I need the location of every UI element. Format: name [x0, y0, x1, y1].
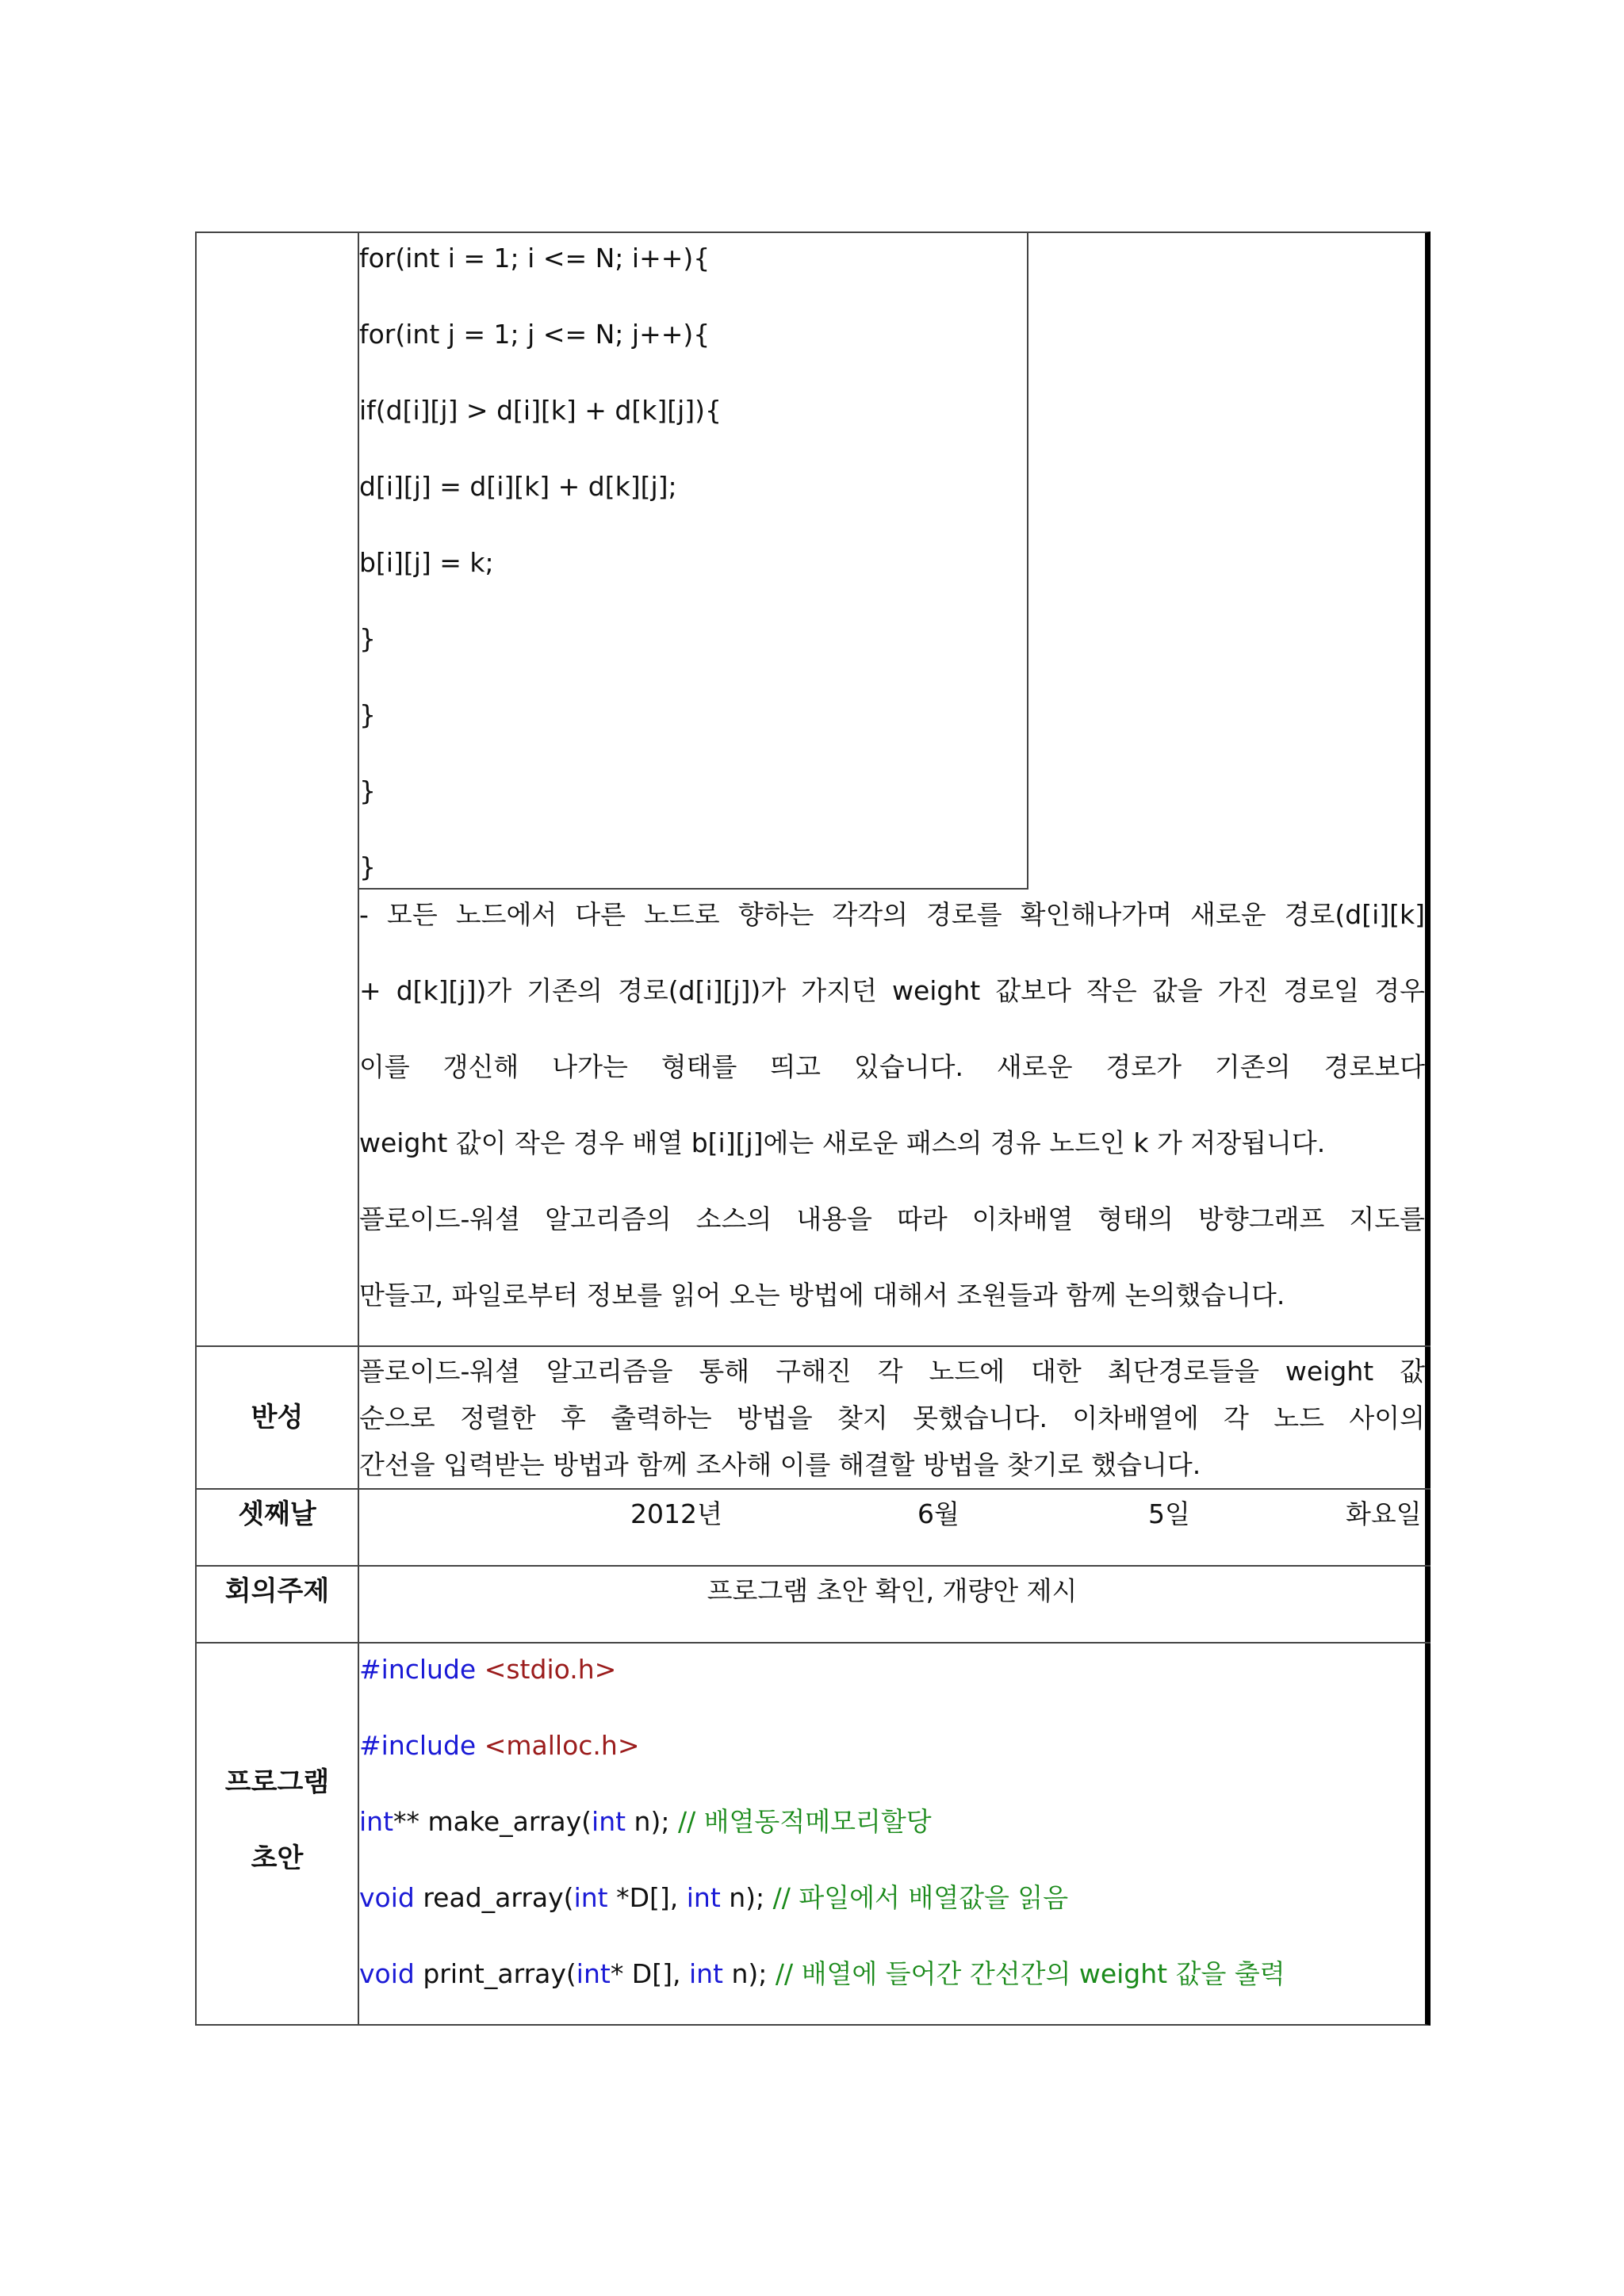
explanation-line: 이를 갱신해 나가는 형태를 띄고 있습니다. 새로운 경로가 기존의 경로보다	[359, 1051, 1425, 1082]
header-name: <stdio.h>	[484, 1654, 617, 1685]
preprocessor-directive: #include	[359, 1730, 477, 1761]
program-draft-label-line2: 초안	[251, 1843, 304, 1874]
code-line: }	[359, 623, 376, 654]
preprocessor-directive: #include	[359, 1654, 477, 1685]
code-line: for(int i = 1; i <= N; i++){	[359, 243, 710, 274]
keyword-type: int	[573, 1882, 608, 1913]
date-year: 2012년	[630, 1498, 722, 1529]
explanation-line: weight 값이 작은 경우 배열 b[i][j]에는 새로운 패스의 경유 노드인 k 가 저장됩니다.	[359, 1127, 1326, 1158]
keyword-type: void	[359, 1882, 415, 1913]
third-day-label: 셋째날	[238, 1498, 316, 1530]
reflection-line: 플로이드-워셜 알고리즘을 통해 구해진 각 노드에 대한 최단경로들을 weight 값	[359, 1356, 1425, 1387]
program-line-make-array	[359, 1806, 932, 1838]
code-line: }	[359, 775, 376, 806]
code-text: * D[],	[610, 1958, 689, 1989]
program-line-include-stdio	[359, 1654, 616, 1686]
explanation-line: + d[k][j])가 기존의 경로(d[i][j])가 가지던 weight 값보다 작은 값을 가진 경로일 경우	[359, 975, 1425, 1006]
keyword-type: int	[592, 1806, 626, 1837]
code-line: }	[359, 851, 376, 882]
date-day: 5일	[1148, 1498, 1190, 1529]
program-line-include-malloc	[359, 1730, 639, 1762]
program-line-print-array	[359, 1958, 1285, 1990]
code-text: ** make_array(	[393, 1806, 592, 1837]
header-name: <malloc.h>	[484, 1730, 640, 1761]
program-draft-label-line1: 프로그램	[224, 1766, 330, 1798]
code-line: d[i][j] = d[i][k] + d[k][j];	[359, 471, 677, 502]
code-line: b[i][j] = k;	[359, 547, 494, 578]
keyword-type: int	[686, 1882, 721, 1913]
date-month: 6월	[917, 1498, 959, 1529]
code-text: n);	[626, 1806, 678, 1837]
meeting-topic-value: 프로그램 초안 확인, 개량안 제시	[707, 1575, 1078, 1606]
row-divider-program	[195, 1642, 1431, 1644]
reflection-line: 간선을 입력받는 방법과 함께 조사해 이를 해결할 방법을 찾기로 했습니다.	[359, 1449, 1201, 1480]
code-text: *D[],	[607, 1882, 687, 1913]
explanation-line: 플로이드-워셜 알고리즘의 소스의 내용을 따라 이차배열 형태의 방향그래프 지도를	[359, 1203, 1425, 1234]
explanation-line: 만들고, 파일로부터 정보를 읽어 오는 방법에 대해서 조원들과 함께 논의했습니다.	[359, 1280, 1285, 1311]
code-line: if(d[i][j] > d[i][k] + d[k][j]){	[359, 395, 722, 426]
explanation-line: - 모든 노드에서 다른 노드로 향하는 각각의 경로를 확인해나가며 새로운 경로(d[i][k]	[359, 899, 1425, 930]
code-line: }	[359, 699, 376, 730]
keyword-type: int	[576, 1958, 611, 1989]
reflection-line: 순으로 정렬한 후 출력하는 방법을 찾지 못했습니다. 이차배열에 각 노드 사이의	[359, 1402, 1425, 1433]
code-text: read_array(	[414, 1882, 574, 1913]
code-line: for(int j = 1; j <= N; j++){	[359, 319, 710, 350]
row-divider-topic	[195, 1565, 1431, 1567]
row-divider-third-day	[195, 1488, 1431, 1490]
keyword-type: void	[359, 1958, 415, 1989]
code-comment: // 배열에 들어간 간선간의 weight 값을 출력	[775, 1958, 1285, 1989]
code-comment: // 배열동적메모리할당	[677, 1806, 932, 1837]
date-weekday: 화요일	[1346, 1498, 1422, 1529]
reflection-label: 반성	[251, 1402, 304, 1433]
meeting-topic-label: 회의주제	[224, 1575, 330, 1607]
program-line-read-array	[359, 1882, 1068, 1914]
row-divider-reflection	[195, 1345, 1431, 1347]
code-text: n);	[722, 1958, 776, 1989]
code-text: n);	[720, 1882, 773, 1913]
keyword-type: int	[359, 1806, 394, 1837]
code-comment: // 파일에서 배열값을 읽음	[772, 1882, 1069, 1913]
keyword-type: int	[688, 1958, 723, 1989]
code-text: print_array(	[414, 1958, 576, 1989]
